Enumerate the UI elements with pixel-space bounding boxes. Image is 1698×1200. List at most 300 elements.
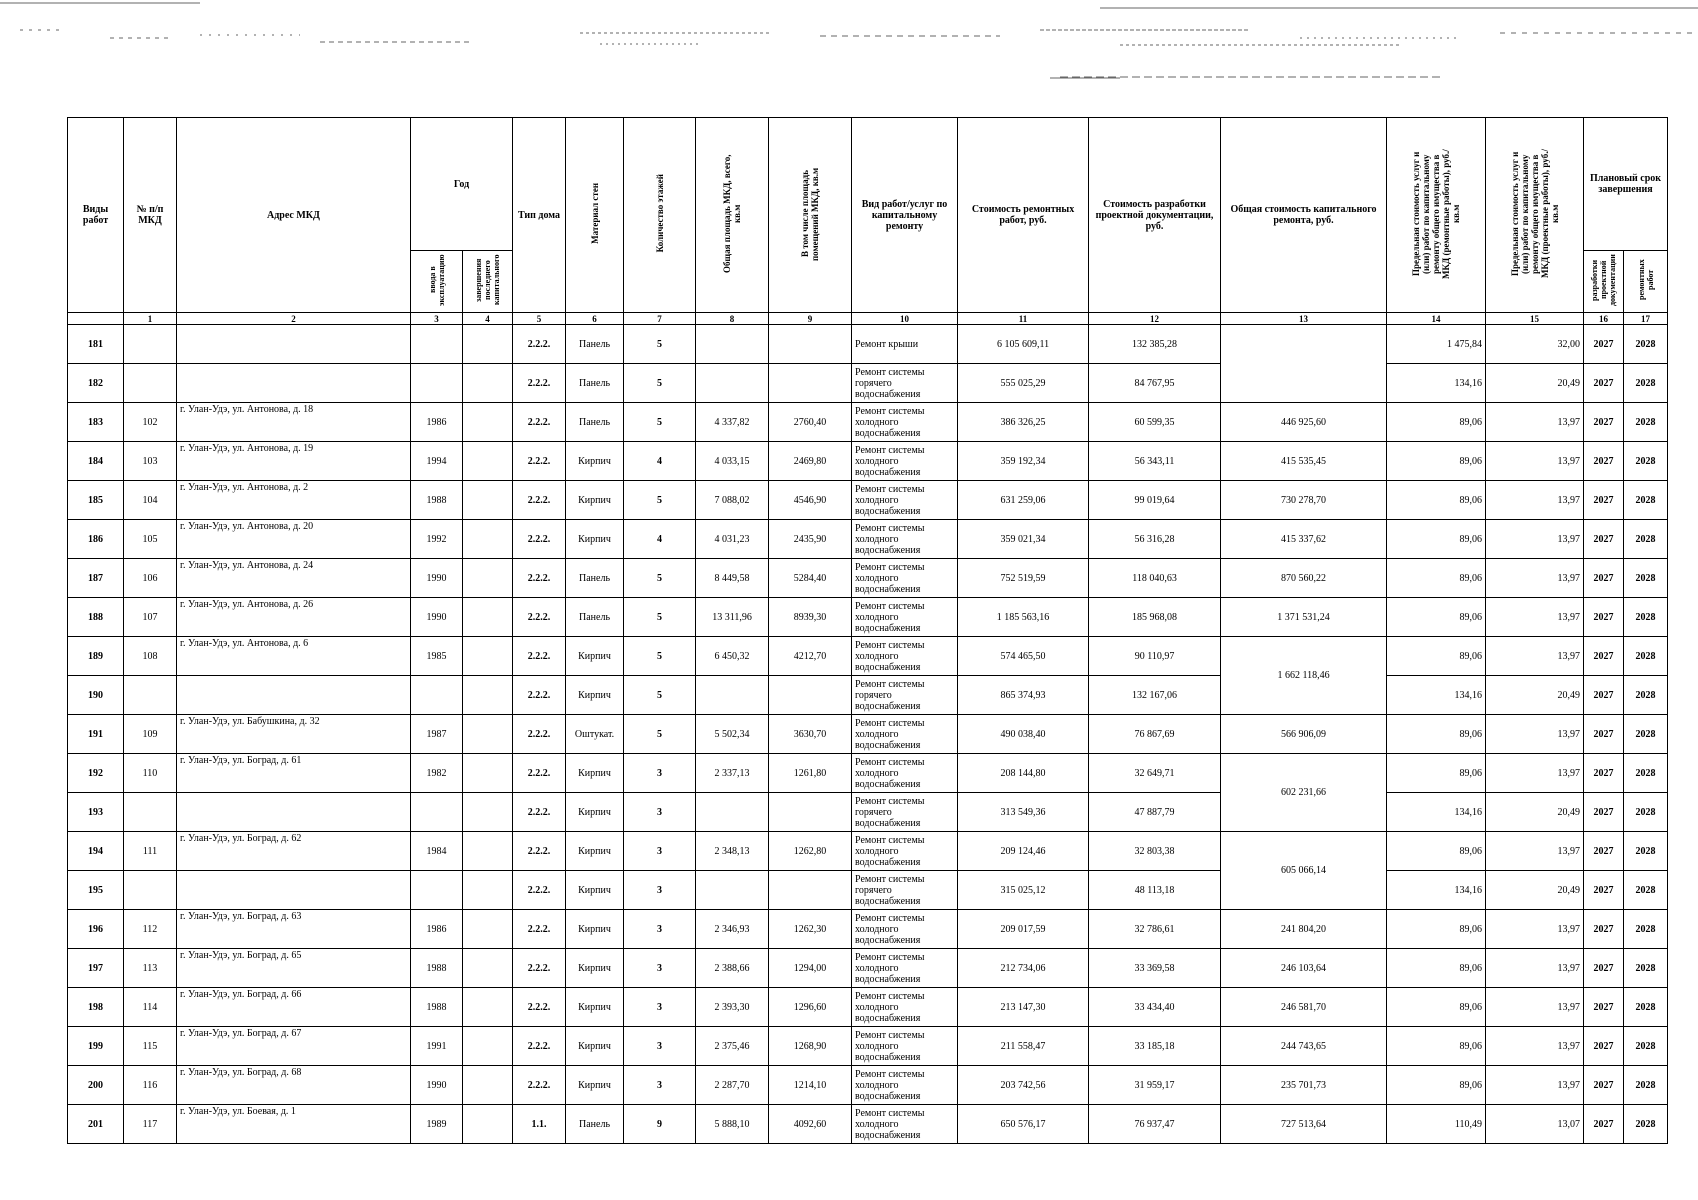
work-type-cell: Ремонт системы холодного водоснабжения <box>852 754 958 793</box>
floors-cell: 5 <box>624 364 696 403</box>
row-number-cell: 182 <box>68 364 124 403</box>
year-commission-cell: 1988 <box>411 949 463 988</box>
floors-cell: 5 <box>624 715 696 754</box>
premises-area-cell: 4212,70 <box>769 637 852 676</box>
wall-material-cell: Кирпич <box>566 793 624 832</box>
year-last-repair-cell <box>463 715 513 754</box>
address-cell <box>177 793 411 832</box>
total-area-cell: 4 031,23 <box>696 520 769 559</box>
floors-cell: 5 <box>624 637 696 676</box>
year-last-repair-cell <box>463 325 513 364</box>
mkd-number-cell <box>124 793 177 832</box>
address-cell: г. Улан-Удэ, ул. Антонова, д. 20 <box>177 520 411 559</box>
design-cost-cell: 33 369,58 <box>1089 949 1221 988</box>
house-type-cell: 2.2.2. <box>513 832 566 871</box>
wall-material-cell: Оштукат. <box>566 715 624 754</box>
year-commission-cell: 1985 <box>411 637 463 676</box>
year-commission-cell: 1992 <box>411 520 463 559</box>
term-design-cell: 2027 <box>1584 1027 1624 1066</box>
premises-area-cell <box>769 871 852 910</box>
mkd-number-cell <box>124 676 177 715</box>
year-last-repair-cell <box>463 598 513 637</box>
term-design-cell: 2027 <box>1584 910 1624 949</box>
col-num: 12 <box>1089 313 1221 325</box>
wall-material-cell: Панель <box>566 598 624 637</box>
address-cell <box>177 364 411 403</box>
table-row <box>68 1105 1668 1144</box>
premises-area-cell: 5284,40 <box>769 559 852 598</box>
year-last-repair-cell <box>463 364 513 403</box>
term-repair-cell: 2028 <box>1624 520 1668 559</box>
mkd-number-cell: 108 <box>124 637 177 676</box>
total-area-cell <box>696 676 769 715</box>
year-commission-cell: 1986 <box>411 403 463 442</box>
year-commission-cell <box>411 364 463 403</box>
year-commission-cell <box>411 676 463 715</box>
col-num: 1 <box>124 313 177 325</box>
term-repair-cell: 2028 <box>1624 832 1668 871</box>
design-cost-cell: 56 343,11 <box>1089 442 1221 481</box>
repair-cost-cell: 752 519,59 <box>958 559 1089 598</box>
year-last-repair-cell <box>463 910 513 949</box>
row-number-cell: 190 <box>68 676 124 715</box>
work-type-cell: Ремонт системы холодного водоснабжения <box>852 988 958 1027</box>
col-num: 14 <box>1387 313 1486 325</box>
wall-material-cell: Панель <box>566 1105 624 1144</box>
col-num: 4 <box>463 313 513 325</box>
limit-design-cell: 13,97 <box>1486 559 1584 598</box>
total-cost-cell: 415 535,45 <box>1221 442 1387 481</box>
wall-material-cell: Кирпич <box>566 676 624 715</box>
term-repair-cell: 2028 <box>1624 1027 1668 1066</box>
header-work-type: Вид работ/услуг по капитальному ремонту <box>852 118 958 313</box>
table-row <box>68 637 1668 676</box>
repair-cost-cell: 574 465,50 <box>958 637 1089 676</box>
design-cost-cell: 132 167,06 <box>1089 676 1221 715</box>
term-repair-cell: 2028 <box>1624 1105 1668 1144</box>
mkd-number-cell: 110 <box>124 754 177 793</box>
house-type-cell: 2.2.2. <box>513 988 566 1027</box>
term-repair-cell: 2028 <box>1624 793 1668 832</box>
year-commission-cell: 1990 <box>411 559 463 598</box>
limit-repair-cell: 89,06 <box>1387 598 1486 637</box>
wall-material-cell: Панель <box>566 364 624 403</box>
address-cell <box>177 325 411 364</box>
floors-cell: 3 <box>624 988 696 1027</box>
design-cost-cell: 84 767,95 <box>1089 364 1221 403</box>
total-area-cell: 2 346,93 <box>696 910 769 949</box>
limit-repair-cell: 89,06 <box>1387 559 1486 598</box>
year-commission-cell: 1990 <box>411 1066 463 1105</box>
year-commission-cell: 1984 <box>411 832 463 871</box>
term-design-cell: 2027 <box>1584 832 1624 871</box>
design-cost-cell: 33 185,18 <box>1089 1027 1221 1066</box>
house-type-cell: 2.2.2. <box>513 364 566 403</box>
floors-cell: 3 <box>624 793 696 832</box>
term-repair-cell: 2028 <box>1624 949 1668 988</box>
design-cost-cell: 32 649,71 <box>1089 754 1221 793</box>
address-cell: г. Улан-Удэ, ул. Боград, д. 66 <box>177 988 411 1027</box>
repair-cost-cell: 490 038,40 <box>958 715 1089 754</box>
header-work-kind: Виды работ <box>68 118 124 313</box>
row-number-cell: 192 <box>68 754 124 793</box>
total-cost-cell: 415 337,62 <box>1221 520 1387 559</box>
table-row <box>68 1066 1668 1105</box>
year-last-repair-cell <box>463 442 513 481</box>
address-cell: г. Улан-Удэ, ул. Боград, д. 68 <box>177 1066 411 1105</box>
year-last-repair-cell <box>463 520 513 559</box>
year-commission-cell: 1988 <box>411 481 463 520</box>
total-cost-cell: 605 066,14 <box>1221 832 1387 910</box>
work-type-cell: Ремонт системы холодного водоснабжения <box>852 1027 958 1066</box>
header-wall-material: Материал стен <box>566 118 624 313</box>
repair-cost-cell: 211 558,47 <box>958 1027 1089 1066</box>
mkd-number-cell: 115 <box>124 1027 177 1066</box>
limit-repair-cell: 89,06 <box>1387 520 1486 559</box>
row-number-cell: 193 <box>68 793 124 832</box>
limit-design-cell: 13,97 <box>1486 481 1584 520</box>
design-cost-cell: 185 968,08 <box>1089 598 1221 637</box>
table-row <box>68 520 1668 559</box>
work-type-cell: Ремонт системы холодного водоснабжения <box>852 637 958 676</box>
total-area-cell: 13 311,96 <box>696 598 769 637</box>
term-design-cell: 2027 <box>1584 754 1624 793</box>
limit-design-cell: 20,49 <box>1486 676 1584 715</box>
year-commission-cell: 1988 <box>411 988 463 1027</box>
row-number-cell: 200 <box>68 1066 124 1105</box>
term-repair-cell: 2028 <box>1624 559 1668 598</box>
limit-repair-cell: 89,06 <box>1387 1066 1486 1105</box>
table-row <box>68 949 1668 988</box>
wall-material-cell: Кирпич <box>566 637 624 676</box>
limit-repair-cell: 89,06 <box>1387 949 1486 988</box>
term-design-cell: 2027 <box>1584 949 1624 988</box>
mkd-number-cell <box>124 325 177 364</box>
col-num <box>68 313 124 325</box>
year-commission-cell: 1982 <box>411 754 463 793</box>
header-limit-repair: Предельная стоимость услуг и (или) работ по капитальному ремонту общего имущества в МКД (ремонтные работы), руб./кв.м <box>1387 118 1486 313</box>
term-repair-cell: 2028 <box>1624 871 1668 910</box>
row-number-cell: 197 <box>68 949 124 988</box>
address-cell: г. Улан-Удэ, ул. Боград, д. 61 <box>177 754 411 793</box>
total-area-cell: 2 388,66 <box>696 949 769 988</box>
term-design-cell: 2027 <box>1584 988 1624 1027</box>
house-type-cell: 2.2.2. <box>513 598 566 637</box>
mkd-number-cell <box>124 364 177 403</box>
col-num: 8 <box>696 313 769 325</box>
col-num: 17 <box>1624 313 1668 325</box>
repair-cost-cell: 555 025,29 <box>958 364 1089 403</box>
repair-cost-cell: 650 576,17 <box>958 1105 1089 1144</box>
work-type-cell: Ремонт системы холодного водоснабжения <box>852 1105 958 1144</box>
term-repair-cell: 2028 <box>1624 403 1668 442</box>
year-last-repair-cell <box>463 481 513 520</box>
term-repair-cell: 2028 <box>1624 988 1668 1027</box>
repair-cost-cell: 212 734,06 <box>958 949 1089 988</box>
work-type-cell: Ремонт системы холодного водоснабжения <box>852 715 958 754</box>
work-type-cell: Ремонт системы горячего водоснабжения <box>852 676 958 715</box>
wall-material-cell: Кирпич <box>566 1066 624 1105</box>
header-repair-cost: Стоимость ремонтных работ, руб. <box>958 118 1089 313</box>
year-last-repair-cell <box>463 559 513 598</box>
limit-design-cell: 20,49 <box>1486 364 1584 403</box>
mkd-number-cell: 102 <box>124 403 177 442</box>
mkd-number-cell: 107 <box>124 598 177 637</box>
floors-cell: 4 <box>624 442 696 481</box>
design-cost-cell: 32 803,38 <box>1089 832 1221 871</box>
house-type-cell: 2.2.2. <box>513 520 566 559</box>
repair-cost-cell: 208 144,80 <box>958 754 1089 793</box>
limit-repair-cell: 134,16 <box>1387 676 1486 715</box>
year-last-repair-cell <box>463 1027 513 1066</box>
house-type-cell: 2.2.2. <box>513 793 566 832</box>
wall-material-cell: Кирпич <box>566 481 624 520</box>
col-num: 11 <box>958 313 1089 325</box>
term-design-cell: 2027 <box>1584 559 1624 598</box>
limit-design-cell: 13,97 <box>1486 1027 1584 1066</box>
work-type-cell: Ремонт системы холодного водоснабжения <box>852 403 958 442</box>
table-row <box>68 364 1668 403</box>
header-address: Адрес МКД <box>177 118 411 313</box>
table-row <box>68 832 1668 871</box>
term-design-cell: 2027 <box>1584 715 1624 754</box>
term-design-cell: 2027 <box>1584 325 1624 364</box>
repair-cost-cell: 1 185 563,16 <box>958 598 1089 637</box>
repair-cost-cell: 6 105 609,11 <box>958 325 1089 364</box>
total-cost-cell <box>1221 325 1387 403</box>
floors-cell: 3 <box>624 754 696 793</box>
year-last-repair-cell <box>463 637 513 676</box>
work-type-cell: Ремонт системы холодного водоснабжения <box>852 1066 958 1105</box>
term-design-cell: 2027 <box>1584 793 1624 832</box>
year-last-repair-cell <box>463 871 513 910</box>
work-type-cell: Ремонт системы горячего водоснабжения <box>852 871 958 910</box>
wall-material-cell: Кирпич <box>566 832 624 871</box>
repair-cost-cell: 315 025,12 <box>958 871 1089 910</box>
table-row <box>68 559 1668 598</box>
row-number-cell: 188 <box>68 598 124 637</box>
mkd-number-cell: 117 <box>124 1105 177 1144</box>
limit-repair-cell: 134,16 <box>1387 364 1486 403</box>
term-repair-cell: 2028 <box>1624 715 1668 754</box>
table-row <box>68 988 1668 1027</box>
design-cost-cell: 99 019,64 <box>1089 481 1221 520</box>
address-cell: г. Улан-Удэ, ул. Антонова, д. 24 <box>177 559 411 598</box>
limit-design-cell: 13,97 <box>1486 832 1584 871</box>
total-cost-cell: 870 560,22 <box>1221 559 1387 598</box>
limit-repair-cell: 89,06 <box>1387 832 1486 871</box>
total-cost-cell: 730 278,70 <box>1221 481 1387 520</box>
wall-material-cell: Кирпич <box>566 1027 624 1066</box>
col-num: 9 <box>769 313 852 325</box>
table-row <box>68 676 1668 715</box>
premises-area-cell: 1268,90 <box>769 1027 852 1066</box>
total-cost-cell: 246 581,70 <box>1221 988 1387 1027</box>
limit-repair-cell: 89,06 <box>1387 637 1486 676</box>
wall-material-cell: Панель <box>566 559 624 598</box>
house-type-cell: 2.2.2. <box>513 1027 566 1066</box>
floors-cell: 5 <box>624 481 696 520</box>
premises-area-cell: 2435,90 <box>769 520 852 559</box>
design-cost-cell: 47 887,79 <box>1089 793 1221 832</box>
term-design-cell: 2027 <box>1584 403 1624 442</box>
premises-area-cell: 4092,60 <box>769 1105 852 1144</box>
year-last-repair-cell <box>463 754 513 793</box>
mkd-number-cell: 114 <box>124 988 177 1027</box>
premises-area-cell: 2469,80 <box>769 442 852 481</box>
repair-cost-cell: 386 326,25 <box>958 403 1089 442</box>
term-repair-cell: 2028 <box>1624 364 1668 403</box>
limit-repair-cell: 1 475,84 <box>1387 325 1486 364</box>
term-design-cell: 2027 <box>1584 1105 1624 1144</box>
year-commission-cell <box>411 793 463 832</box>
limit-design-cell: 13,97 <box>1486 403 1584 442</box>
premises-area-cell <box>769 325 852 364</box>
table-row <box>68 1027 1668 1066</box>
design-cost-cell: 118 040,63 <box>1089 559 1221 598</box>
header-planned-term: Плановый срок завершения <box>1584 118 1668 251</box>
design-cost-cell: 132 385,28 <box>1089 325 1221 364</box>
header-house-type: Тип дома <box>513 118 566 313</box>
design-cost-cell: 32 786,61 <box>1089 910 1221 949</box>
header-floors: Количество этажей <box>624 118 696 313</box>
mkd-number-cell: 105 <box>124 520 177 559</box>
total-cost-cell: 566 906,09 <box>1221 715 1387 754</box>
address-cell: г. Улан-Удэ, ул. Антонова, д. 2 <box>177 481 411 520</box>
term-design-cell: 2027 <box>1584 598 1624 637</box>
total-area-cell: 2 375,46 <box>696 1027 769 1066</box>
premises-area-cell <box>769 793 852 832</box>
limit-repair-cell: 110,49 <box>1387 1105 1486 1144</box>
table-row <box>68 793 1668 832</box>
work-type-cell: Ремонт системы холодного водоснабжения <box>852 598 958 637</box>
address-cell: г. Улан-Удэ, ул. Антонова, д. 26 <box>177 598 411 637</box>
table-row <box>68 598 1668 637</box>
header-year-last-repair: завершения последнего капитального <box>463 251 513 313</box>
floors-cell: 5 <box>624 598 696 637</box>
header-mkd-number: № п/п МКД <box>124 118 177 313</box>
year-last-repair-cell <box>463 403 513 442</box>
term-repair-cell: 2028 <box>1624 598 1668 637</box>
house-type-cell: 2.2.2. <box>513 403 566 442</box>
design-cost-cell: 76 937,47 <box>1089 1105 1221 1144</box>
address-cell: г. Улан-Удэ, ул. Бабушкина, д. 32 <box>177 715 411 754</box>
premises-area-cell: 1296,60 <box>769 988 852 1027</box>
header-design-cost: Стоимость разработки проектной документации, руб. <box>1089 118 1221 313</box>
capital-repair-table <box>67 117 1668 1144</box>
premises-area-cell: 1262,80 <box>769 832 852 871</box>
col-num: 15 <box>1486 313 1584 325</box>
design-cost-cell: 60 599,35 <box>1089 403 1221 442</box>
work-type-cell: Ремонт системы холодного водоснабжения <box>852 442 958 481</box>
design-cost-cell: 56 316,28 <box>1089 520 1221 559</box>
term-design-cell: 2027 <box>1584 1066 1624 1105</box>
work-type-cell: Ремонт системы горячего водоснабжения <box>852 793 958 832</box>
limit-design-cell: 32,00 <box>1486 325 1584 364</box>
premises-area-cell: 1214,10 <box>769 1066 852 1105</box>
term-design-cell: 2027 <box>1584 481 1624 520</box>
total-area-cell: 4 033,15 <box>696 442 769 481</box>
term-repair-cell: 2028 <box>1624 1066 1668 1105</box>
premises-area-cell <box>769 676 852 715</box>
wall-material-cell: Кирпич <box>566 910 624 949</box>
mkd-number-cell: 103 <box>124 442 177 481</box>
row-number-cell: 198 <box>68 988 124 1027</box>
mkd-number-cell: 116 <box>124 1066 177 1105</box>
mkd-number-cell: 112 <box>124 910 177 949</box>
wall-material-cell: Панель <box>566 403 624 442</box>
mkd-number-cell: 106 <box>124 559 177 598</box>
design-cost-cell: 33 434,40 <box>1089 988 1221 1027</box>
house-type-cell: 2.2.2. <box>513 949 566 988</box>
total-cost-cell: 235 701,73 <box>1221 1066 1387 1105</box>
mkd-number-cell: 111 <box>124 832 177 871</box>
header-year-commission: ввода в эксплуатацию <box>411 251 463 313</box>
total-area-cell <box>696 793 769 832</box>
floors-cell: 9 <box>624 1105 696 1144</box>
mkd-number-cell: 113 <box>124 949 177 988</box>
repair-cost-cell: 631 259,06 <box>958 481 1089 520</box>
term-repair-cell: 2028 <box>1624 676 1668 715</box>
total-cost-cell: 446 925,60 <box>1221 403 1387 442</box>
house-type-cell: 2.2.2. <box>513 637 566 676</box>
year-commission-cell: 1991 <box>411 1027 463 1066</box>
table-row <box>68 754 1668 793</box>
term-repair-cell: 2028 <box>1624 442 1668 481</box>
limit-design-cell: 13,97 <box>1486 520 1584 559</box>
repair-cost-cell: 359 192,34 <box>958 442 1089 481</box>
limit-design-cell: 13,97 <box>1486 1066 1584 1105</box>
total-area-cell <box>696 364 769 403</box>
premises-area-cell: 8939,30 <box>769 598 852 637</box>
house-type-cell: 2.2.2. <box>513 559 566 598</box>
year-commission-cell <box>411 325 463 364</box>
row-number-cell: 185 <box>68 481 124 520</box>
table-row <box>68 403 1668 442</box>
row-number-cell: 191 <box>68 715 124 754</box>
address-cell: г. Улан-Удэ, ул. Боград, д. 65 <box>177 949 411 988</box>
year-last-repair-cell <box>463 793 513 832</box>
col-num: 13 <box>1221 313 1387 325</box>
term-repair-cell: 2028 <box>1624 754 1668 793</box>
limit-repair-cell: 134,16 <box>1387 871 1486 910</box>
work-type-cell: Ремонт системы холодного водоснабжения <box>852 559 958 598</box>
limit-design-cell: 13,97 <box>1486 598 1584 637</box>
table-row <box>68 910 1668 949</box>
total-area-cell <box>696 325 769 364</box>
term-design-cell: 2027 <box>1584 442 1624 481</box>
address-cell: г. Улан-Удэ, ул. Боград, д. 62 <box>177 832 411 871</box>
limit-design-cell: 13,97 <box>1486 637 1584 676</box>
premises-area-cell: 4546,90 <box>769 481 852 520</box>
wall-material-cell: Панель <box>566 325 624 364</box>
work-type-cell: Ремонт системы холодного водоснабжения <box>852 832 958 871</box>
premises-area-cell: 1294,00 <box>769 949 852 988</box>
col-num: 16 <box>1584 313 1624 325</box>
total-area-cell: 2 337,13 <box>696 754 769 793</box>
work-type-cell: Ремонт системы горячего водоснабжения <box>852 364 958 403</box>
limit-design-cell: 13,97 <box>1486 715 1584 754</box>
year-last-repair-cell <box>463 1105 513 1144</box>
address-cell: г. Улан-Удэ, ул. Боград, д. 63 <box>177 910 411 949</box>
term-repair-cell: 2028 <box>1624 481 1668 520</box>
repair-cost-cell: 203 742,56 <box>958 1066 1089 1105</box>
total-cost-cell: 244 743,65 <box>1221 1027 1387 1066</box>
header-total-cost: Общая стоимость капитального ремонта, руб. <box>1221 118 1387 313</box>
year-commission-cell: 1990 <box>411 598 463 637</box>
repair-cost-cell: 213 147,30 <box>958 988 1089 1027</box>
limit-design-cell: 13,97 <box>1486 949 1584 988</box>
